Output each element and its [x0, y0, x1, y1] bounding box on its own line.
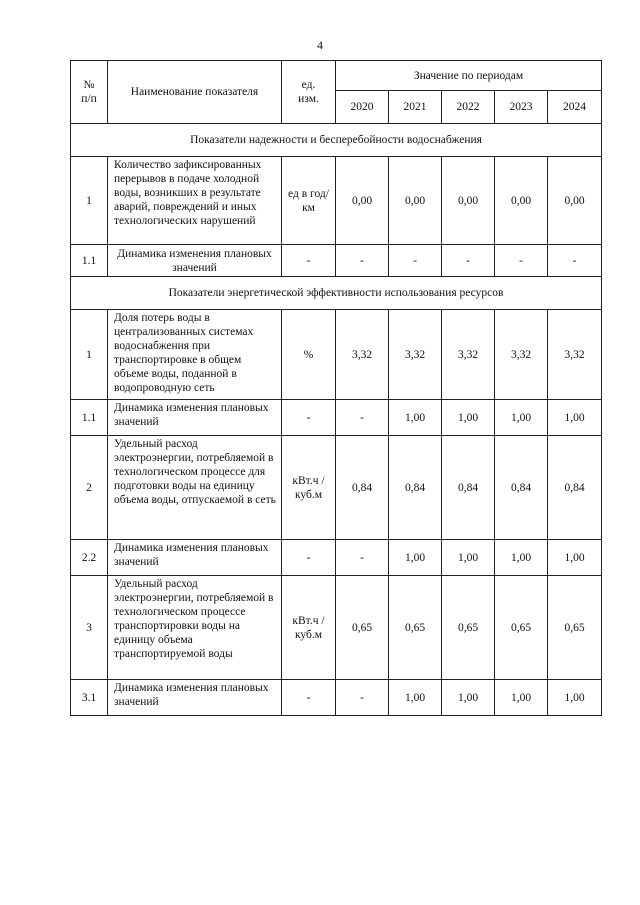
row-value: 0,00 — [495, 157, 548, 245]
row-unit: кВт.ч / куб.м — [282, 576, 336, 680]
header-num-text: № п/п — [81, 79, 97, 105]
row-value: 0,65 — [548, 576, 602, 680]
row-value: 1,00 — [548, 540, 602, 576]
row-value: 3,32 — [442, 310, 495, 400]
row-name: Удельный расход электроэнергии, потребляемой в технологическом процессе для подготовки воды на единицу объема воды, отпускаемой в сеть — [108, 436, 282, 540]
row-value: 1,00 — [389, 680, 442, 716]
row-value: 1,00 — [389, 400, 442, 436]
table-row — [71, 540, 602, 576]
table-row — [71, 310, 602, 400]
indicators-table — [70, 60, 602, 716]
row-num: 1 — [71, 310, 108, 400]
row-num: 1.1 — [71, 400, 108, 436]
row-num: 2.2 — [71, 540, 108, 576]
row-value: 3,32 — [548, 310, 602, 400]
row-value: 0,00 — [442, 157, 495, 245]
section-title: Показатели энергетической эффективности использования ресурсов — [71, 277, 602, 310]
row-num: 3 — [71, 576, 108, 680]
row-value: 0,65 — [442, 576, 495, 680]
header-year: 2022 — [442, 91, 495, 124]
row-value: 0,84 — [548, 436, 602, 540]
table-row — [71, 245, 602, 277]
header-year: 2021 — [389, 91, 442, 124]
row-unit: - — [282, 245, 336, 277]
row-value: 0,84 — [336, 436, 389, 540]
row-value: 1,00 — [495, 680, 548, 716]
row-value: 3,32 — [336, 310, 389, 400]
row-name: Динамика изменения плановых значений — [108, 680, 282, 716]
row-value: - — [336, 540, 389, 576]
table-row — [71, 576, 602, 680]
row-value: 0,65 — [495, 576, 548, 680]
header-year: 2020 — [336, 91, 389, 124]
row-value: - — [336, 680, 389, 716]
header-unit-text: ед. изм. — [298, 79, 319, 105]
row-value: 1,00 — [495, 400, 548, 436]
row-value: 1,00 — [389, 540, 442, 576]
row-value: - — [336, 400, 389, 436]
row-num: 1 — [71, 157, 108, 245]
row-value: 1,00 — [495, 540, 548, 576]
row-value: 1,00 — [442, 400, 495, 436]
row-value: 3,32 — [495, 310, 548, 400]
row-name: Динамика изменения плановых значений — [108, 245, 282, 277]
row-value: 1,00 — [548, 680, 602, 716]
row-name: Количество зафиксированных перерывов в подаче холодной воды, возникших в результате аварий, повреждений и иных технологических нарушений — [108, 157, 282, 245]
row-value: - — [548, 245, 602, 277]
row-value: 0,84 — [495, 436, 548, 540]
row-value: - — [442, 245, 495, 277]
page-number: 4 — [317, 38, 323, 52]
row-unit: кВт.ч / куб.м — [282, 436, 336, 540]
row-value: 0,00 — [389, 157, 442, 245]
row-value: 3,32 — [389, 310, 442, 400]
row-value: 0,65 — [336, 576, 389, 680]
row-value: 1,00 — [442, 680, 495, 716]
header-num — [71, 61, 108, 124]
section-title: Показатели надежности и бесперебойности водоснабжения — [71, 124, 602, 157]
row-value: - — [389, 245, 442, 277]
row-value: 1,00 — [548, 400, 602, 436]
row-unit: - — [282, 680, 336, 716]
table-body — [71, 124, 602, 716]
row-num: 3.1 — [71, 680, 108, 716]
row-value: 0,84 — [389, 436, 442, 540]
row-unit: % — [282, 310, 336, 400]
header-unit — [282, 61, 336, 124]
table-row — [71, 680, 602, 716]
row-name: Динамика изменения плановых значений — [108, 400, 282, 436]
row-value: 1,00 — [442, 540, 495, 576]
table-row — [71, 436, 602, 540]
row-num: 1.1 — [71, 245, 108, 277]
row-unit: - — [282, 540, 336, 576]
row-num: 2 — [71, 436, 108, 540]
row-value: 0,65 — [389, 576, 442, 680]
row-name: Динамика изменения плановых значений — [108, 540, 282, 576]
header-year: 2023 — [495, 91, 548, 124]
row-name: Удельный расход электроэнергии, потребляемой в технологическом процессе транспортировки воды на единицу объема транспортируемой воды — [108, 576, 282, 680]
header-name: Наименование показателя — [108, 61, 282, 124]
row-name: Доля потерь воды в централизованных системах водоснабжения при транспортировке в общем объеме воды, поданной в водопроводную сеть — [108, 310, 282, 400]
header-periods: Значение по периодам — [336, 61, 602, 91]
row-value: - — [495, 245, 548, 277]
row-value: 0,00 — [548, 157, 602, 245]
row-unit: ед в год/ км — [282, 157, 336, 245]
table-row — [71, 157, 602, 245]
header-year: 2024 — [548, 91, 602, 124]
row-value: 0,84 — [442, 436, 495, 540]
row-unit: - — [282, 400, 336, 436]
row-value: 0,00 — [336, 157, 389, 245]
table-row — [71, 400, 602, 436]
row-value: - — [336, 245, 389, 277]
